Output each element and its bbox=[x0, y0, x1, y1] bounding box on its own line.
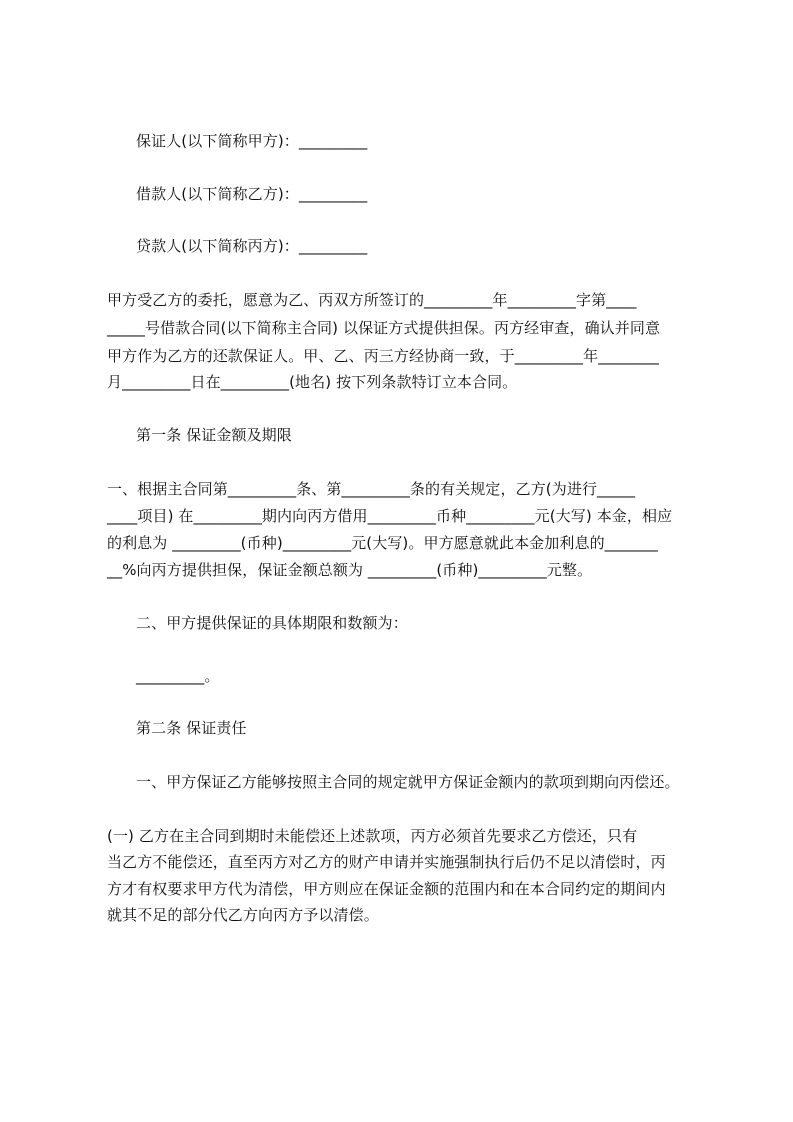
article1-clause1-line-2: ____项目) 在_________期内向丙方借用_________币种_________元(大写) 本金，相应 bbox=[107, 507, 673, 525]
article1-clause2-blank: _________。 bbox=[136, 667, 220, 685]
intro-line-4: 月_________日在_________(地名) 按下列条款特订立本合同。 bbox=[107, 373, 518, 391]
article2-sub1-line-1: (一) 乙方在主合同到期时未能偿还上述款项，丙方必须首先要求乙方偿还，只有 bbox=[107, 827, 638, 845]
party-guarantor: 保证人(以下简称甲方)：_________ bbox=[136, 132, 368, 150]
intro-line-2: _____号借款合同(以下简称主合同) 以保证方式提供担保。丙方经审查，确认并同意 bbox=[107, 319, 661, 337]
article1-clause1-line-1: 一、根据主合同第_________条、第_________条的有关规定，乙方(为进行_____ bbox=[107, 480, 636, 498]
article2-clause1: 一、甲方保证乙方能够按照主合同的规定就甲方保证金额内的款项到期向丙偿还。 bbox=[136, 773, 680, 791]
article2-sub1-line-3: 方才有权要求甲方代为清偿，甲方则应在保证金额的范围内和在本合同约定的期间内 bbox=[107, 880, 666, 898]
article1-clause2: 二、甲方提供保证的具体期限和数额为： bbox=[136, 614, 408, 632]
article1-clause1-line-4: __%向丙方提供担保，保证金额总额为 _________(币种)_________元整。 bbox=[107, 561, 593, 579]
article2-sub1-line-4: 就其不足的部分代乙方向丙方予以清偿。 bbox=[107, 906, 379, 924]
intro-line-1: 甲方受乙方的委托，愿意为乙、丙双方所签订的_________年_________字第____ bbox=[107, 291, 637, 309]
article1-clause1-line-3: 的利息为 _________(币种)_________元(大写)。甲方愿意就此本金加利息的_______ bbox=[107, 534, 658, 552]
article2-title: 第二条 保证责任 bbox=[136, 719, 247, 737]
article1-title: 第一条 保证金额及期限 bbox=[136, 426, 292, 444]
article2-sub1-line-2: 当乙方不能偿还，直至丙方对乙方的财产申请并实施强制执行后仍不足以清偿时，丙 bbox=[107, 853, 666, 871]
intro-line-3: 甲方作为乙方的还款保证人。甲、乙、丙三方经协商一致，于_________年________ bbox=[107, 347, 660, 365]
party-borrower: 借款人(以下简称乙方)：_________ bbox=[136, 185, 368, 203]
party-lender: 贷款人(以下简称丙方)：_________ bbox=[136, 237, 368, 255]
